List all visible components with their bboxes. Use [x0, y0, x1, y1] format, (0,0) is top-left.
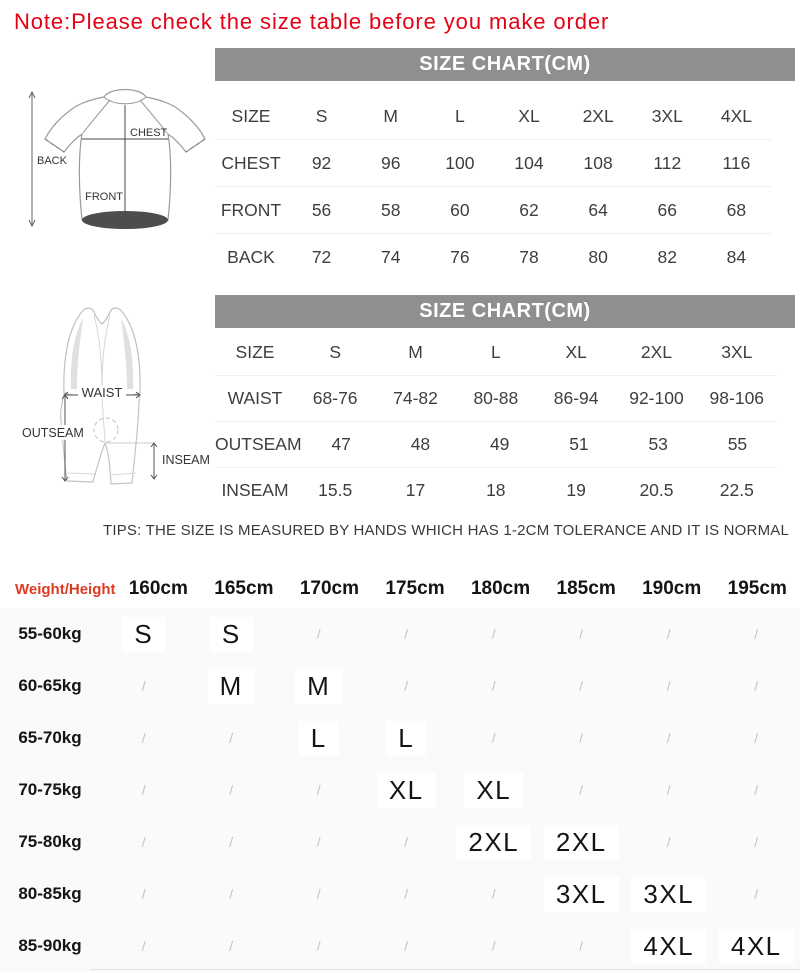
size-table-row — [215, 468, 777, 513]
note-banner: Note:Please check the size table before you make order — [14, 9, 610, 34]
recommended-size-cell — [363, 721, 451, 756]
measurement-value: 48 — [410, 434, 431, 454]
recommended-size-cell — [625, 929, 713, 964]
size-chip: L — [299, 721, 339, 756]
recommended-size-cell — [450, 825, 538, 860]
empty-cell: / — [666, 678, 671, 694]
empty-cell: / — [491, 938, 496, 954]
size-table-row — [215, 422, 777, 468]
empty-cell: / — [229, 782, 234, 798]
measurement-value: 62 — [519, 199, 539, 220]
empty-cell: / — [404, 886, 409, 902]
empty-cell: / — [754, 678, 759, 694]
height-column-header: 185cm — [556, 578, 616, 599]
empty-cell: / — [229, 834, 234, 850]
measurement-row-label: FRONT — [220, 199, 282, 220]
measurement-value: 56 — [311, 199, 332, 220]
size-column-header: M — [383, 105, 398, 126]
empty-cell: / — [754, 782, 759, 798]
weight-height-header-row — [0, 570, 800, 608]
size-column-header: XL — [565, 342, 587, 362]
jersey-measurement-diagram — [18, 82, 218, 237]
measurement-value: 108 — [583, 152, 613, 173]
measurement-value: 58 — [380, 199, 401, 220]
size-column-header: 3XL — [651, 105, 683, 126]
back-label: BACK — [37, 155, 67, 167]
measurement-value: 84 — [726, 246, 747, 267]
empty-cell: / — [316, 626, 321, 642]
size-column-header: M — [408, 342, 423, 362]
size-table-header-row — [215, 330, 777, 376]
measurement-value: 53 — [648, 434, 668, 454]
measurement-value: 66 — [657, 199, 677, 220]
size-column-header: L — [490, 342, 501, 362]
measurement-value: 96 — [380, 152, 401, 173]
height-column-header: 190cm — [642, 578, 702, 599]
size-column-header: S — [329, 342, 341, 362]
empty-cell: / — [141, 886, 146, 902]
jersey-size-table — [215, 93, 771, 280]
weight-row-label: 60-65kg — [18, 676, 82, 695]
empty-cell: / — [491, 886, 496, 902]
weight-row-label: 65-70kg — [18, 728, 82, 747]
weight-height-row — [0, 816, 800, 868]
empty-cell: / — [579, 730, 584, 746]
empty-cell: / — [579, 626, 584, 642]
waist-label: WAIST — [81, 385, 123, 400]
measurement-value: 51 — [569, 434, 589, 454]
size-chip: 4XL — [631, 929, 706, 964]
recommended-size-cell — [275, 669, 363, 704]
measurement-value: 86-94 — [553, 388, 599, 408]
size-table-row — [215, 140, 771, 187]
outseam-label: OUTSEAM — [22, 426, 84, 440]
chest-label: CHEST — [130, 127, 168, 139]
empty-cell: / — [141, 834, 146, 850]
size-chip: XL — [464, 773, 523, 808]
recommended-size-cell — [363, 773, 451, 808]
measurement-value: 60 — [450, 199, 470, 220]
size-table-row — [215, 187, 771, 234]
empty-cell: / — [754, 834, 759, 850]
measurement-value: 17 — [405, 480, 426, 500]
size-chip: S — [122, 617, 165, 652]
weight-row-label: 75-80kg — [18, 832, 82, 851]
size-chip: XL — [377, 773, 436, 808]
height-column-header: 160cm — [128, 578, 188, 599]
empty-cell: / — [579, 782, 584, 798]
recommended-size-cell — [275, 721, 363, 756]
empty-cell: / — [754, 626, 759, 642]
weight-row-label: 55-60kg — [18, 624, 82, 643]
empty-cell: / — [579, 678, 584, 694]
weight-height-row — [0, 868, 800, 920]
measurement-value: 55 — [727, 434, 748, 454]
height-column-header: 180cm — [470, 578, 531, 599]
measurement-value: 74 — [380, 246, 401, 267]
recommended-size-cell — [450, 773, 538, 808]
recommended-size-cell — [538, 825, 626, 860]
recommended-size-cell — [538, 877, 626, 912]
weight-height-row — [0, 920, 800, 972]
size-chip: L — [386, 721, 426, 756]
measurement-value: 92 — [311, 152, 332, 173]
measurement-value: 18 — [486, 480, 506, 500]
size-chip: M — [208, 669, 255, 704]
empty-cell: / — [491, 678, 496, 694]
measurement-value: 80-88 — [473, 388, 519, 408]
weight-height-row — [0, 712, 800, 764]
recommended-size-cell — [188, 669, 276, 704]
front-label: FRONT — [85, 191, 123, 203]
weight-row-label: 85-90kg — [18, 936, 82, 955]
measurement-value: 98-106 — [709, 388, 765, 408]
size-chip: S — [210, 617, 253, 652]
size-table-row — [215, 234, 771, 280]
jersey-size-chart-title: SIZE CHART(CM) — [215, 48, 795, 81]
empty-cell: / — [404, 678, 409, 694]
measurement-value: 78 — [519, 246, 539, 267]
size-table-header-row — [215, 93, 771, 140]
empty-cell: / — [316, 938, 321, 954]
measurement-value: 47 — [331, 434, 351, 454]
empty-cell: / — [141, 730, 146, 746]
measurement-value: 68 — [726, 199, 747, 220]
empty-cell: / — [316, 782, 321, 798]
size-table-row — [215, 376, 777, 422]
size-column-header: 2XL — [640, 342, 673, 362]
weight-height-row — [0, 608, 800, 660]
recommended-size-cell — [100, 617, 188, 652]
height-column-header: 175cm — [385, 578, 445, 599]
recommended-size-cell — [713, 929, 800, 964]
measurement-row-label: BACK — [227, 246, 275, 267]
empty-cell: / — [141, 782, 146, 798]
jersey-hem — [82, 211, 168, 229]
measurement-value: 20.5 — [639, 480, 674, 500]
size-chip: M — [295, 669, 342, 704]
shorts-size-table — [215, 330, 777, 513]
empty-cell: / — [666, 834, 671, 850]
bottom-divider — [90, 969, 800, 970]
size-column-header: L — [454, 105, 465, 126]
measurement-value: 74-82 — [393, 388, 438, 408]
recommended-size-cell — [625, 877, 713, 912]
measurement-row-label: CHEST — [221, 152, 281, 173]
empty-cell: / — [666, 626, 671, 642]
size-column-header: 4XL — [720, 105, 752, 126]
empty-cell: / — [141, 678, 146, 694]
measurement-value: 100 — [445, 152, 475, 173]
empty-cell: / — [666, 782, 671, 798]
size-chip: 2XL — [456, 825, 531, 860]
empty-cell: / — [404, 626, 409, 642]
height-column-header: 195cm — [727, 578, 787, 599]
measurement-row-label: WAIST — [227, 388, 283, 408]
empty-cell: / — [666, 730, 671, 746]
measurement-row-label: INSEAM — [221, 480, 289, 500]
shorts-size-chart-title: SIZE CHART(CM) — [215, 295, 795, 328]
empty-cell: / — [229, 938, 234, 954]
size-corner-header: SIZE — [231, 105, 271, 126]
empty-cell: / — [316, 886, 321, 902]
weight-row-label: 70-75kg — [18, 780, 82, 799]
weight-height-corner-label: Weight/Height — [15, 580, 116, 598]
measurement-value: 76 — [450, 246, 470, 267]
weight-height-row — [0, 660, 800, 712]
empty-cell: / — [754, 730, 759, 746]
weight-height-table — [0, 570, 800, 972]
empty-cell: / — [229, 730, 234, 746]
size-column-header: XL — [518, 105, 540, 126]
tips-text: TIPS: THE SIZE IS MEASURED BY HANDS WHICH HAS 1-2CM TOLERANCE AND IT IS NORMAL — [103, 522, 790, 539]
height-column-header: 170cm — [299, 578, 360, 599]
size-column-header: 2XL — [582, 105, 614, 126]
height-column-header: 165cm — [214, 578, 274, 599]
measurement-value: 82 — [657, 246, 677, 267]
measurement-value: 116 — [722, 152, 751, 173]
size-column-header: 3XL — [721, 342, 753, 362]
empty-cell: / — [404, 834, 409, 850]
measurement-value: 72 — [311, 246, 332, 267]
empty-cell: / — [229, 886, 234, 902]
measurement-value: 22.5 — [719, 480, 754, 500]
empty-cell: / — [579, 938, 584, 954]
empty-cell: / — [491, 730, 496, 746]
empty-cell: / — [754, 886, 759, 902]
measurement-value: 112 — [653, 152, 682, 173]
empty-cell: / — [404, 938, 409, 954]
measurement-value: 104 — [514, 152, 544, 173]
measurement-value: 49 — [489, 434, 510, 454]
measurement-value: 68-76 — [312, 388, 358, 408]
size-chip: 2XL — [544, 825, 619, 860]
size-chip: 3XL — [544, 877, 619, 912]
measurement-value: 19 — [566, 480, 586, 500]
measurement-value: 80 — [588, 246, 608, 267]
weight-row-label: 80-85kg — [18, 884, 82, 903]
empty-cell: / — [141, 938, 146, 954]
measurement-value: 92-100 — [629, 388, 684, 408]
shorts-measurement-diagram — [12, 303, 212, 513]
measurement-value: 64 — [588, 199, 608, 220]
measurement-row-label: OUTSEAM — [215, 434, 302, 454]
empty-cell: / — [316, 834, 321, 850]
measurement-value: 15.5 — [318, 480, 353, 500]
inseam-label: INSEAM — [162, 453, 210, 467]
size-column-header: S — [315, 105, 328, 126]
size-corner-header: SIZE — [235, 342, 275, 362]
empty-cell: / — [491, 626, 496, 642]
size-chip: 3XL — [631, 877, 706, 912]
weight-height-row — [0, 764, 800, 816]
recommended-size-cell — [188, 617, 276, 652]
size-chip: 4XL — [719, 929, 794, 964]
